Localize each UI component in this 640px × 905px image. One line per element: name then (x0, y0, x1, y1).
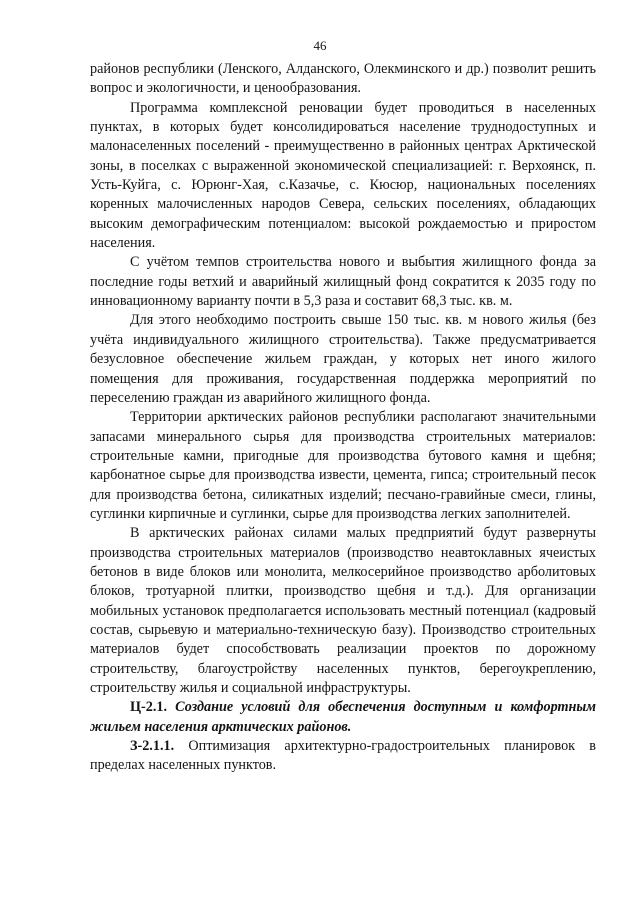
paragraph-building-materials: В арктических районах силами малых предприятий будут развернуты производства строительных материалов (производство неавтоклавных ячеистых бетонов в виде блоков или монолита, мелкосерийное производство арболитовых блоков, тротуарной плитки, производство щебня и т.д.). Для организации мобильных установок предполагается использовать местный потенциал (кадровый состав, сырьевую и материально-техническую базу). Производство строительных материалов будет способствовать реализации проектов по дорожному строительству, благоустройству населенных пунктов, берегоукреплению, строительству жилья и социальной инфраструктуры. (90, 525, 596, 696)
goal-title: Создание условий для обеспечения доступным и комфортным жильем населения арктических районов. (90, 699, 596, 735)
task-code: З-2.1.1. (130, 738, 175, 755)
goal-heading (90, 698, 596, 737)
task-text: Оптимизация архитектурно-градостроительных планировок в пределах населенных пунктов. (90, 738, 596, 774)
paragraph-new-housing: Для этого необходимо построить свыше 150 тыс. кв. м нового жилья (без учёта индивидуального жилищного строительства). Также предусматривается безусловное обеспечение жильем граждан, у которых нет иного жилого помещения для проживания, государственная поддержка мероприятий по переселению граждан из аварийного жилищного фонда. (90, 312, 596, 406)
document-body (90, 60, 596, 776)
paragraph-housing-stock: С учётом темпов строительства нового и выбытия жилищного фонда за последние годы ветхий и аварийный жилищный фонд сократится к 2035 году по инновационному варианту почти в 5,3 раза и составит 68,3 тыс. кв. м. (90, 254, 596, 310)
page-number: 46 (313, 38, 327, 53)
paragraph-renovation-program: Программа комплексной реновации будет проводиться в населенных пунктах, в которых будет консолидироваться население труднодоступных и малонаселенных поселений - преимущественно в районных центрах Арктической зоны, в поселках с выраженной экономической специализацией: г. Верхоянск, п. Усть-Куйга, с. Юрюнг-Хая, с.Казачье, с. Кюсюр, национальных поселениях коренных малочисленных народов Севера, сельских поселениях, обладающих высоким демографическим потенциалом: высокой рождаемостью и приростом населения. (90, 99, 596, 252)
goal-code: Ц-2.1. (130, 699, 168, 716)
paragraph-continuation: районов республики (Ленского, Алданского, Олекминского и др.) позволит решить вопрос и экологичности, и ценообразования. (90, 61, 596, 97)
paragraph-mineral-resources: Территории арктических районов республики располагают значительными запасами минерального сырья для производства строительных материалов: строительные камни, пригодные для производства бутового камня и щебня; карбонатное сырье для производства извести, цемента, гипса; строительный песок для производства бетона, силикатных изделий; песчано-гравийные смеси, глины, суглинки кирпичные и суглинки, сырье для производства легких заполнителей. (90, 409, 596, 522)
task-item (90, 737, 596, 776)
